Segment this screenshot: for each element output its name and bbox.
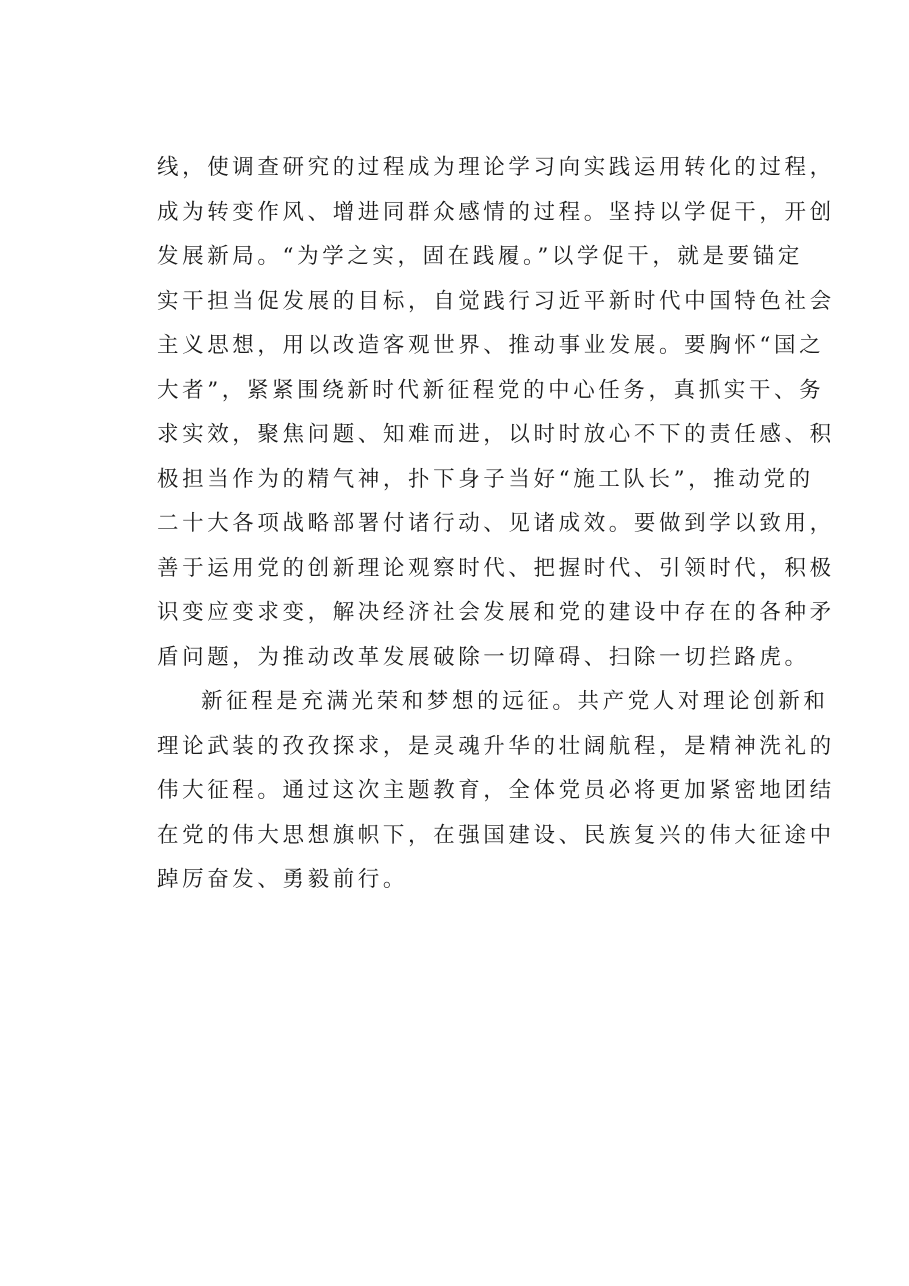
text-line: 新征程是充满光荣和梦想的远征。共产党人对理论创新和 — [201, 689, 829, 714]
text-line: 二十大各项战略部署付诸行动、见诸成效。要做到学以致用， — [157, 511, 835, 536]
paragraph-2 — [157, 680, 835, 903]
text-line: 极担当作为的精气神，扑下身子当好“施工队长”，推动党的 — [157, 466, 814, 492]
text-line: 实干担当促发展的目标，自觉践行习近平新时代中国特色社会 — [157, 288, 835, 314]
text-line: 线，使调查研究的过程成为理论学习向实践运用转化的过程， — [157, 155, 835, 180]
text-line: 盾问题，为推动改革发展破除一切障碍、扫除一切拦路虎。 — [157, 644, 810, 670]
text-line: 伟大征程。通过这次主题教育，全体党员必将更加紧密地团结 — [157, 778, 835, 803]
text-line: 主义思想，用以改造客观世界、推动事业发展。要胸怀“国之 — [157, 333, 825, 358]
text-line: 善于运用党的创新理论观察时代、把握时代、引领时代，积极 — [157, 555, 835, 581]
text-line: 识变应变求变，解决经济社会发展和党的建设中存在的各种矛 — [157, 600, 835, 625]
text-line: 在党的伟大思想旗帜下，在强国建设、民族复兴的伟大征途中 — [157, 822, 835, 848]
text-line: 踔厉奋发、勇毅前行。 — [157, 867, 409, 892]
text-line: 理论武装的孜孜探求，是灵魂升华的壮阔航程，是精神洗礼的 — [157, 733, 835, 759]
document-body — [157, 146, 835, 903]
paragraph-1 — [157, 146, 835, 680]
text-line: 成为转变作风、增进同群众感情的过程。坚持以学促干，开创 — [157, 199, 835, 225]
text-line: 求实效，聚焦问题、知难而进，以时时放心不下的责任感、积 — [157, 422, 835, 447]
text-line: 大者”，紧紧围绕新时代新征程党的中心任务，真抓实干、务 — [157, 377, 825, 403]
text-line: 发展新局。“为学之实，固在践履。”以学促干，就是要锚定 — [157, 244, 803, 269]
